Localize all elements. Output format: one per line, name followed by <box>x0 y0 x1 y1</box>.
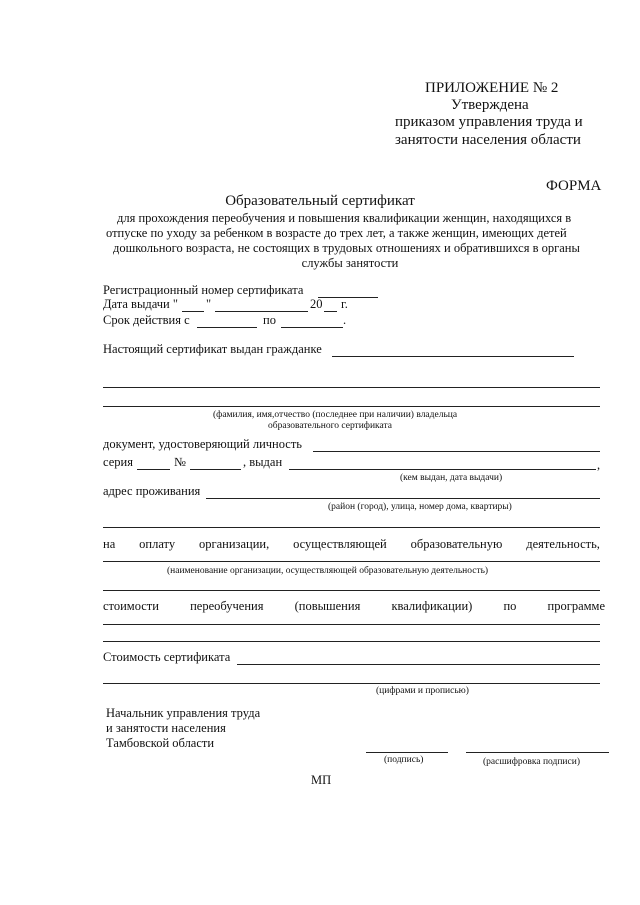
subtitle-line-3: дошкольного возраста, не состоящих в трудовых отношениях и обратившихся в органы <box>113 241 580 255</box>
cost-word-6: программе <box>547 599 605 613</box>
document-title: Образовательный сертификат <box>225 193 415 209</box>
form-label: ФОРМА <box>546 178 602 194</box>
issued-by-caption: (кем выдан, дата выдачи) <box>400 473 503 483</box>
program-name-field[interactable] <box>103 624 600 625</box>
issue-month-field[interactable] <box>215 311 308 312</box>
cert-cost-field[interactable] <box>237 664 600 665</box>
cert-cost-label: Стоимость сертификата <box>103 650 231 664</box>
program-name-line-2[interactable] <box>103 641 600 642</box>
approved-label: Утверждена <box>451 97 529 113</box>
cert-cost-field-line-2[interactable] <box>103 683 600 684</box>
address-caption: (район (город), улица, номер дома, квартиры) <box>328 502 512 512</box>
payment-word-1: на <box>103 537 116 551</box>
address-label: адрес проживания <box>103 484 201 498</box>
cert-cost-caption: (цифрами и прописью) <box>376 686 469 696</box>
series-field[interactable] <box>137 469 170 470</box>
id-doc-field[interactable] <box>313 451 600 452</box>
order-line-2: занятости населения области <box>395 132 581 148</box>
fio-caption-1: (фамилия, имя,отчество (последнее при наличии) владельца <box>213 410 458 420</box>
recipient-name-line-3[interactable] <box>103 406 600 407</box>
doc-number-field[interactable] <box>190 469 241 470</box>
fio-caption-2: образовательного сертификата <box>268 421 392 431</box>
issued-by-field[interactable] <box>289 469 596 470</box>
validity-dot: . <box>343 313 347 327</box>
organization-name-field[interactable] <box>103 561 600 562</box>
number-sign: № <box>174 455 186 469</box>
id-doc-label: документ, удостоверяющий личность <box>103 437 303 451</box>
issue-date-quote: " <box>206 297 212 311</box>
signatory-line-2: и занятости населения <box>106 721 226 735</box>
validity-to-label: по <box>263 313 276 327</box>
subtitle-line-4: службы занятости <box>301 256 399 270</box>
subtitle-line-1: для прохождения переобучения и повышения квалификации женщин, находящихся в <box>117 211 572 225</box>
organization-caption: (наименование организации, осуществляющей образовательную деятельность) <box>167 566 489 576</box>
issue-year-field[interactable] <box>324 311 337 312</box>
cost-word-4: квалификации) <box>391 599 473 613</box>
cost-sentence <box>103 599 605 614</box>
address-field-line-2[interactable] <box>103 527 600 528</box>
reg-number-field[interactable] <box>318 297 378 298</box>
issued-by-label: , выдан <box>243 455 283 469</box>
payment-word-3: организации, <box>198 537 270 551</box>
signatory-line-3: Тамбовской области <box>106 736 215 750</box>
cost-word-3: (повышения <box>294 599 361 613</box>
address-field[interactable] <box>206 498 600 499</box>
validity-label: Срок действия с <box>103 313 190 327</box>
payment-sentence <box>103 537 600 552</box>
appendix-number: ПРИЛОЖЕНИЕ № 2 <box>425 80 559 96</box>
payment-word-2: оплату <box>139 537 176 551</box>
organization-name-line-2[interactable] <box>103 590 600 591</box>
issue-year-prefix: 20 <box>310 297 323 311</box>
payment-word-6: деятельность, <box>526 537 600 551</box>
issue-year-suffix: г. <box>341 297 348 311</box>
signature-decode-field[interactable] <box>466 752 609 753</box>
payment-word-5: образовательную <box>410 537 503 551</box>
issued-to-label: Настоящий сертификат выдан гражданке <box>103 342 322 356</box>
stamp-place: МП <box>311 773 332 787</box>
reg-number-label: Регистрационный номер сертификата <box>103 283 304 297</box>
cost-word-5: по <box>503 599 517 613</box>
validity-from-field[interactable] <box>197 327 257 328</box>
issue-day-field[interactable] <box>182 311 204 312</box>
recipient-name-field[interactable] <box>332 356 574 357</box>
cost-word-1: стоимости <box>103 599 159 613</box>
validity-to-field[interactable] <box>281 327 343 328</box>
subtitle-line-2: отпуске по уходу за ребенком в возрасте до трех лет, а также женщин, имеющих детей <box>106 226 567 240</box>
series-label: серия <box>103 455 133 469</box>
payment-word-4: осуществляющей <box>293 537 387 551</box>
issue-date-label: Дата выдачи " <box>103 297 178 311</box>
recipient-name-line-2[interactable] <box>103 387 600 388</box>
cost-word-2: переобучения <box>190 599 264 613</box>
signature-field[interactable] <box>366 752 448 753</box>
issued-by-comma: , <box>597 458 601 472</box>
signatory-line-1: Начальник управления труда <box>106 706 261 720</box>
signature-caption: (подпись) <box>384 755 424 765</box>
order-line-1: приказом управления труда и <box>395 114 583 130</box>
signature-decode-caption: (расшифровка подписи) <box>483 757 580 767</box>
